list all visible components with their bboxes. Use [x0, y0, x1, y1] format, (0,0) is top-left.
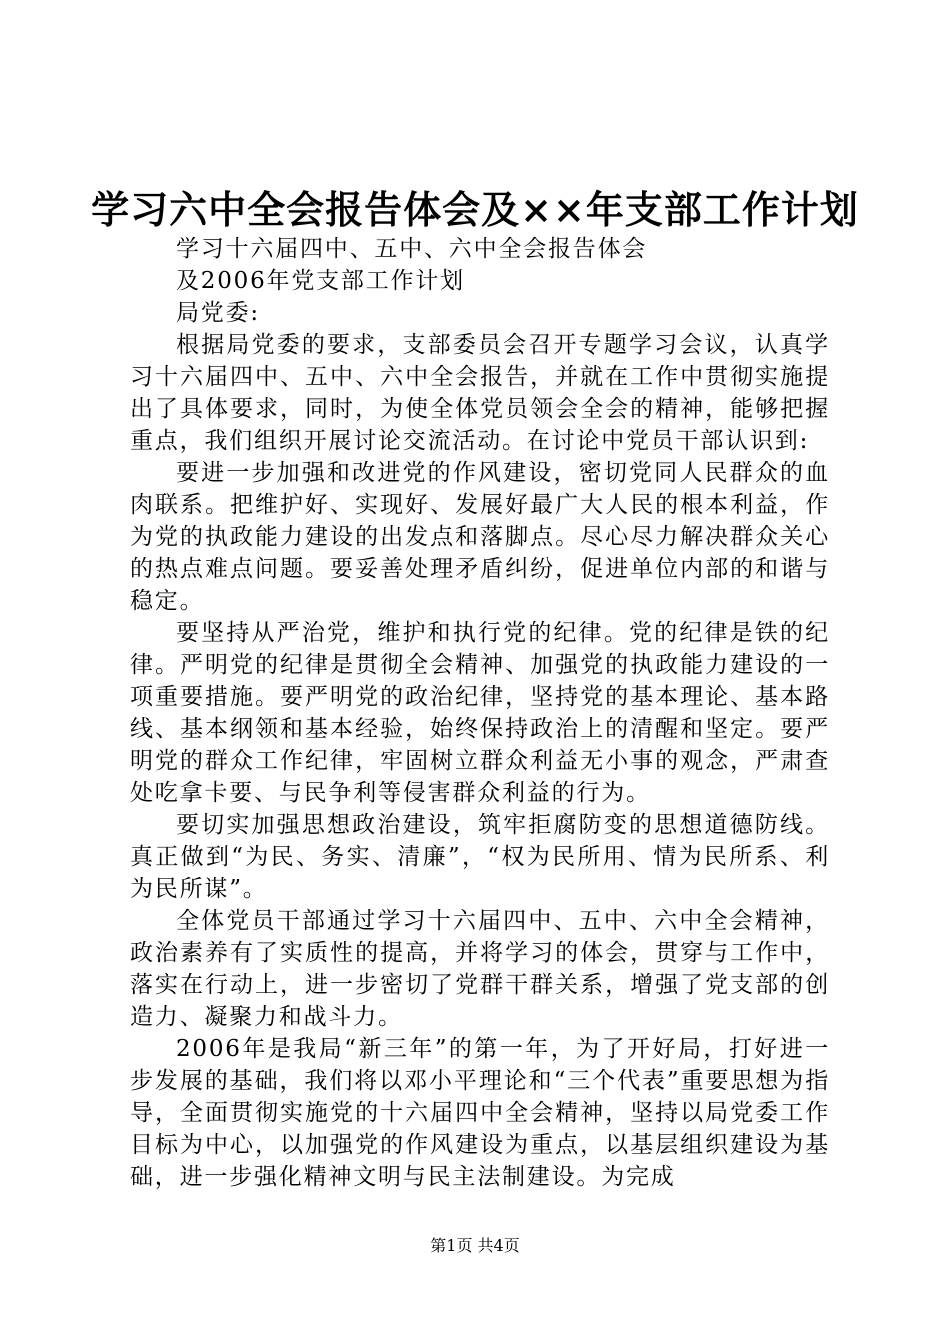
- body-paragraph: 根据局党委的要求，支部委员会召开专题学习会议，认真学习十六届四中、五中、六中全会报告，并就在工作中贯彻实施提出了具体要求，同时，为使全体党员领会全会的精神，能够把握重点，我们组织开展讨论交流活动。在讨论中党员干部认识到:: [130, 332, 830, 454]
- salutation: 局党委:: [176, 300, 260, 326]
- subtitle-line-2: 及2006年党支部工作计划: [176, 268, 465, 294]
- body-paragraph: 要坚持从严治党，维护和执行党的纪律。党的纪律是铁的纪律。严明党的纪律是贯彻全会精神、加强党的执政能力建设的一项重要措施。要严明党的政治纪律，坚持党的基本理论、基本路线、基本纲领和基本经验，始终保持政治上的清醒和坚定。要严明党的群众工作纪律，牢固树立群众利益无小事的观念，严肃查处吃拿卡要、与民争利等侵害群众利益的行为。: [130, 620, 830, 806]
- document-body: [130, 233, 830, 1193]
- document-title: 学习六中全会报告体会及××年支部工作计划: [91, 187, 859, 232]
- body-paragraph: 2006年是我局“新三年”的第一年，为了开好局，打好进一步发展的基础，我们将以邓小平理论和“三个代表”重要思想为指导，全面贯彻实施党的十六届四中全会精神，坚持以局党委工作目标为中心，以加强党的作风建设为重点，以基层组织建设为基础，进一步强化精神文明与民主法制建设。为完成: [130, 1036, 830, 1190]
- body-paragraph: 要切实加强思想政治建设，筑牢拒腐防变的思想道德防线。真正做到“为民、务实、清廉”，“权为民所用、情为民所系、利为民所谋”。: [130, 812, 830, 902]
- page-number-footer: 第1页 共4页: [430, 1236, 520, 1255]
- subtitle-line-1: 学习十六届四中、五中、六中全会报告体会: [176, 236, 648, 262]
- body-paragraph: 全体党员干部通过学习十六届四中、五中、六中全会精神，政治素养有了实质性的提高，并将学习的体会，贯穿与工作中，落实在行动上，进一步密切了党群干群关系，增强了党支部的创造力、凝聚力和战斗力。: [130, 908, 830, 1030]
- body-paragraph: 要进一步加强和改进党的作风建设，密切党同人民群众的血肉联系。把维护好、实现好、发展好最广大人民的根本利益，作为党的执政能力建设的出发点和落脚点。尽心尽力解决群众关心的热点难点问题。要妥善处理矛盾纠纷，促进单位内部的和谐与稳定。: [130, 460, 830, 614]
